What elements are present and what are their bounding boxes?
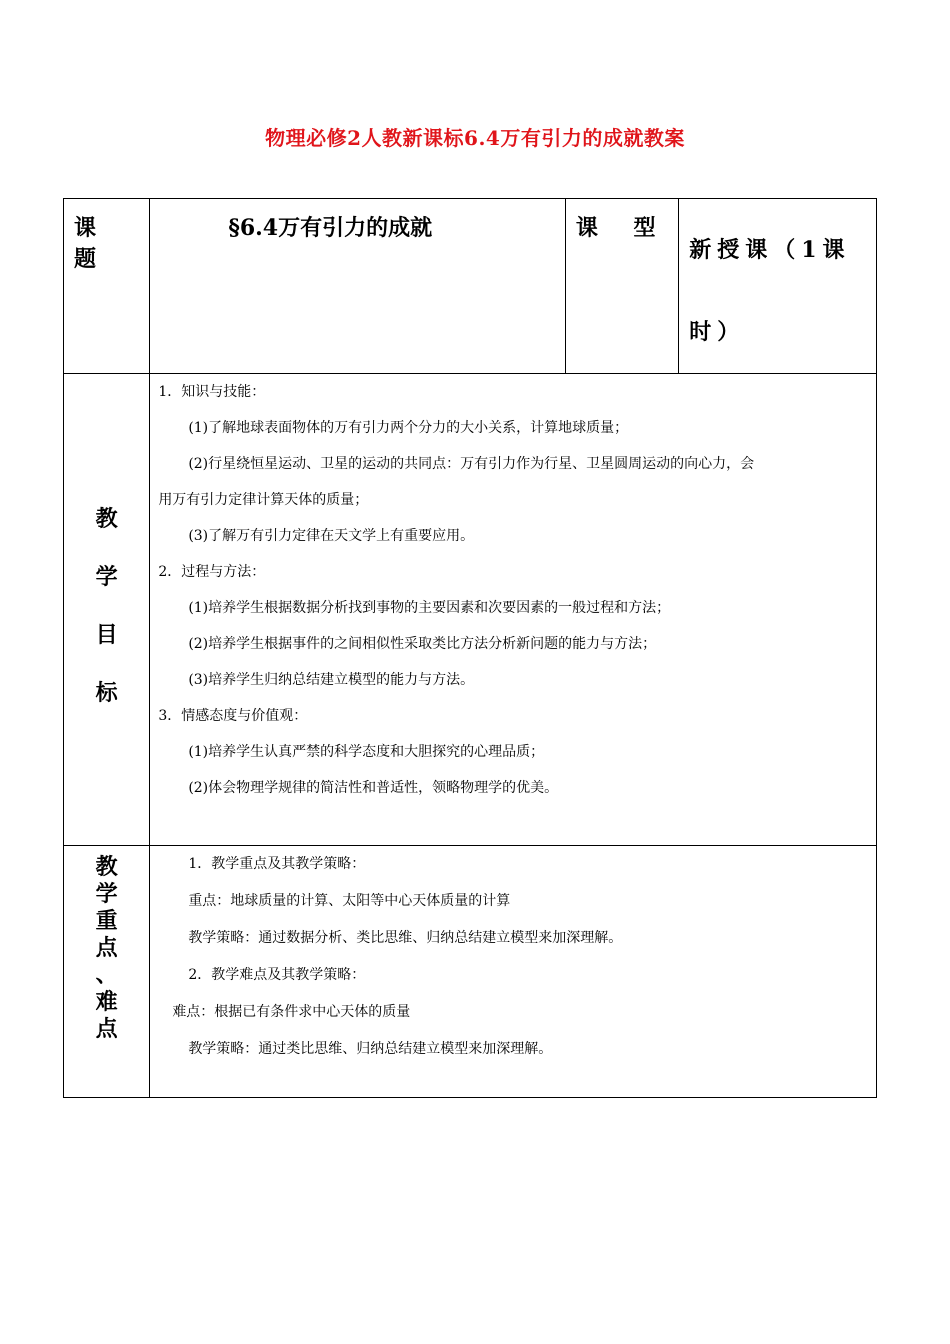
objective-line: 3．情感态度与价值观： [158,708,308,724]
key-points-content [150,846,877,1098]
objective-line: (3)了解万有引力定律在天文学上有重要应用。 [188,528,475,544]
objective-line: (2)培养学生根据事件的之间相似性采取类比方法分析新问题的能力与方法； [188,636,657,652]
objectives-label [64,374,150,846]
objective-line: 1．知识与技能： [158,384,266,400]
objectives-label-char: 教 [95,506,118,532]
objectives-label-char: 标 [95,680,118,706]
objective-line: (3)培养学生归纳总结建立模型的能力与方法。 [188,672,475,688]
objective-line: (1)了解地球表面物体的万有引力两个分力的大小关系，计算地球质量； [188,420,629,436]
key-point-line: 教学策略：通过类比思维、归纳总结建立模型来加深理解。 [188,1041,553,1057]
key-points-label-char: 学 [95,881,118,907]
key-point-line: 重点：地球质量的计算、太阳等中心天体质量的计算 [188,893,511,909]
document-title: 物理必修2人教新课标6.4万有引力的成就教案 [265,126,685,150]
key-points-label-char: 点 [95,1016,118,1042]
objectives-row [64,374,877,846]
key-point-line: 教学策略：通过数据分析、类比思维、归纳总结建立模型来加深理解。 [188,930,623,946]
type-label: 课 型 [565,199,678,374]
key-points-label-char: 重 [95,908,118,934]
key-points-label-char: 教 [95,854,118,880]
objective-line: 用万有引力定律计算天体的质量； [158,492,369,508]
topic-value: §6.4万有引力的成就 [150,199,566,374]
topic-label: 课 题 [64,199,150,374]
key-point-line: 2．教学难点及其教学策略： [188,967,366,983]
objective-line: (2)行星绕恒星运动、卫星的运动的共同点：万有引力作为行星、卫星圆周运动的向心力，会 [188,456,755,472]
objectives-label-char: 目 [95,622,118,648]
key-points-label-char: 点 [95,935,118,961]
header-row [64,199,877,374]
type-value: 新授课（1课时） [679,199,877,374]
objective-line: (2)体会物理学规律的简洁性和普适性，领略物理学的优美。 [188,780,559,796]
key-points-label-char: 难 [95,989,118,1015]
key-point-line: 难点：根据已有条件求中心天体的质量 [172,1004,411,1020]
key-point-line: 1．教学重点及其教学策略： [188,856,366,872]
key-points-label [64,846,150,1098]
objectives-content [150,374,877,846]
objectives-label-char: 学 [95,564,118,590]
key-points-label-char: 、 [95,962,118,988]
objective-line: (1)培养学生认真严禁的科学态度和大胆探究的心理品质； [188,744,545,760]
key-points-row [64,846,877,1098]
lesson-plan-table [63,198,877,1098]
objective-line: 2．过程与方法： [158,564,266,580]
objective-line: (1)培养学生根据数据分析找到事物的主要因素和次要因素的一般过程和方法； [188,600,671,616]
